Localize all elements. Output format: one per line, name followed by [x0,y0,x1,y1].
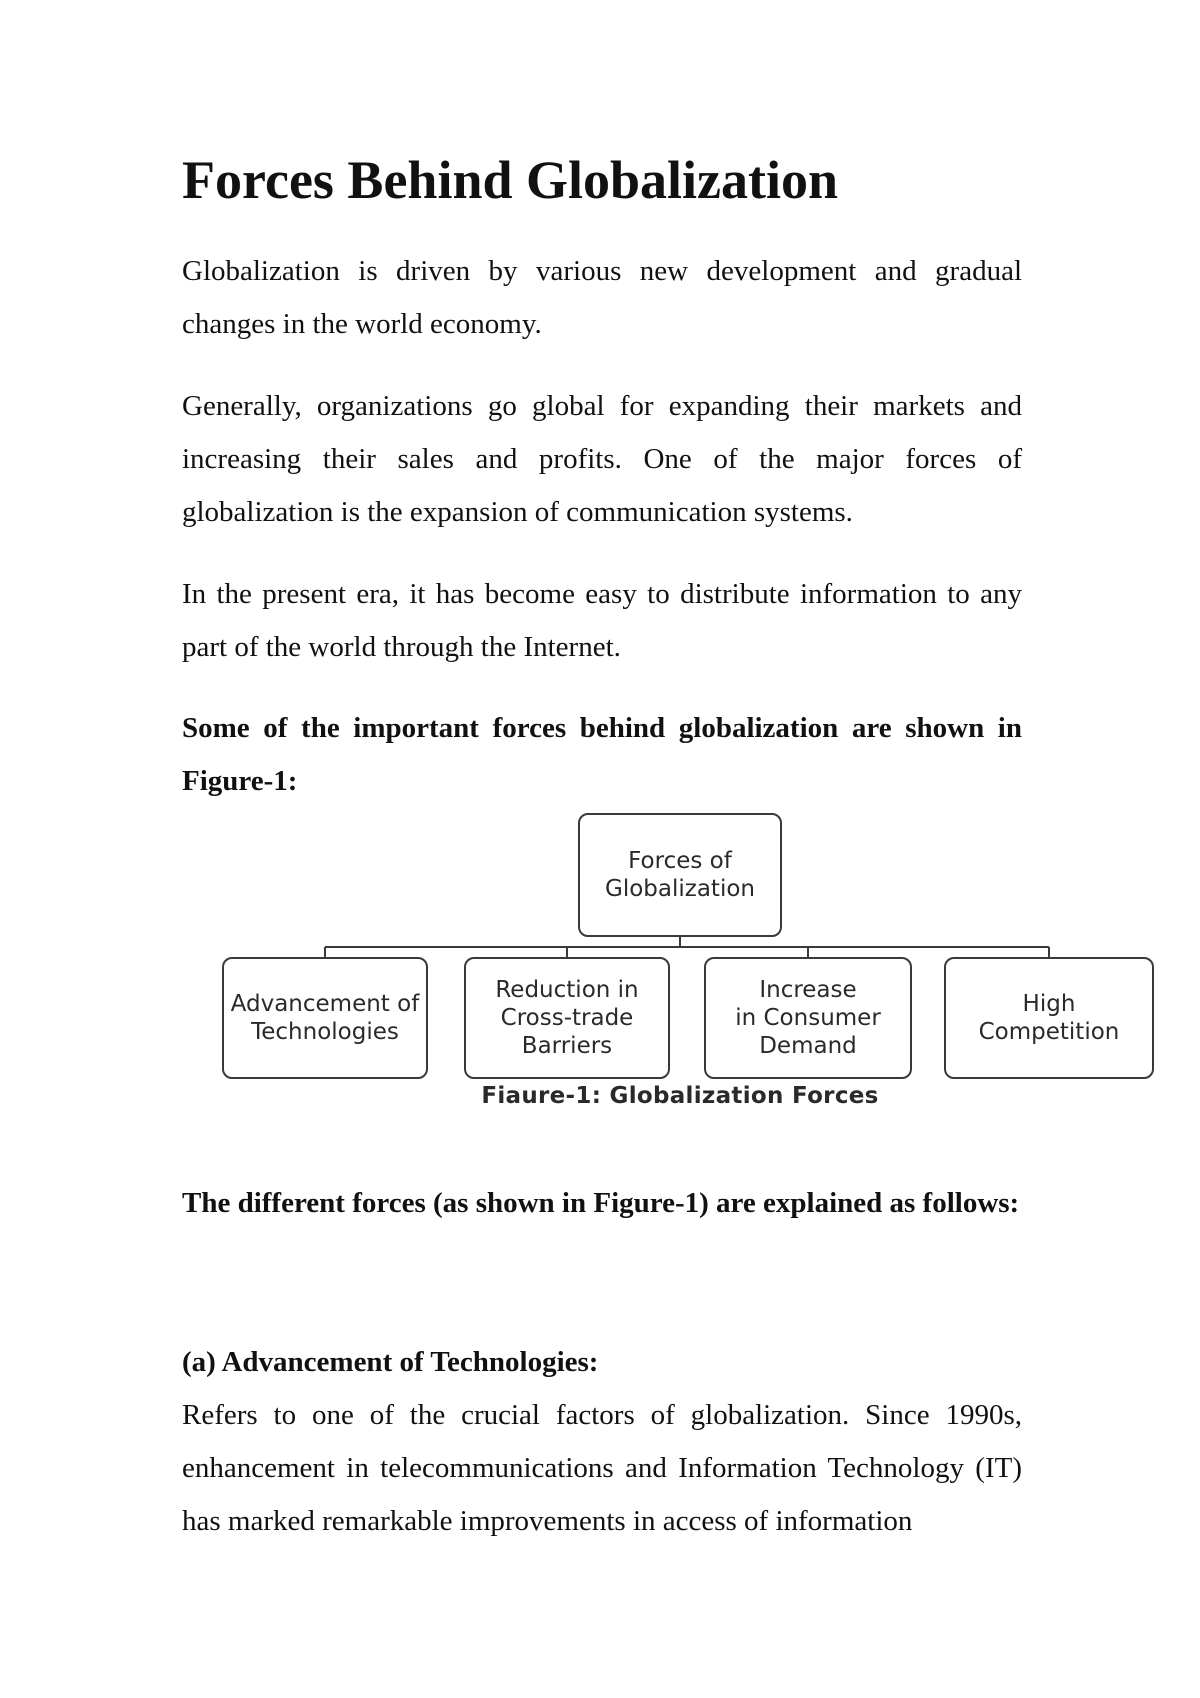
node-advancement-of-technologies: Advancement of Technologies [222,957,428,1079]
page-title: Forces Behind Globalization [182,150,839,210]
explain-intro: The different forces (as shown in Figure-1) are explained as follows: [182,1187,1020,1219]
node-increase-in-consumer-demand: Increase in Consumer Demand [704,957,912,1079]
section-a-heading: (a) Advancement of Technologies: [182,1346,599,1378]
intro-paragraph: Globalization is driven by various new development and gradual changes in the world economy. [182,255,1022,340]
globalization-forces-diagram [200,805,1160,1125]
figure-caption: Fiaure-1: Globalization Forces [481,1083,879,1109]
figure-intro: Some of the important forces behind globalization are shown in Figure-1: [182,712,1022,797]
internet-paragraph: In the present era, it has become easy to distribute information to any part of the world through the Internet. [182,578,1022,663]
root-node: Forces of Globalization [578,813,782,937]
node-high-competition: High Competition [944,957,1154,1079]
section-a-body: Refers to one of the crucial factors of globalization. Since 1990s, enhancement in telecommunications and Information Technology (IT) has marked remarkable improvements in access of information [182,1399,1022,1537]
markets-paragraph: Generally, organizations go global for expanding their markets and increasing their sales and profits. One of the major forces of globalization is the expansion of communication systems. [182,390,1022,528]
node-reduction-in-cross-trade-barriers: Reduction in Cross-trade Barriers [464,957,670,1079]
